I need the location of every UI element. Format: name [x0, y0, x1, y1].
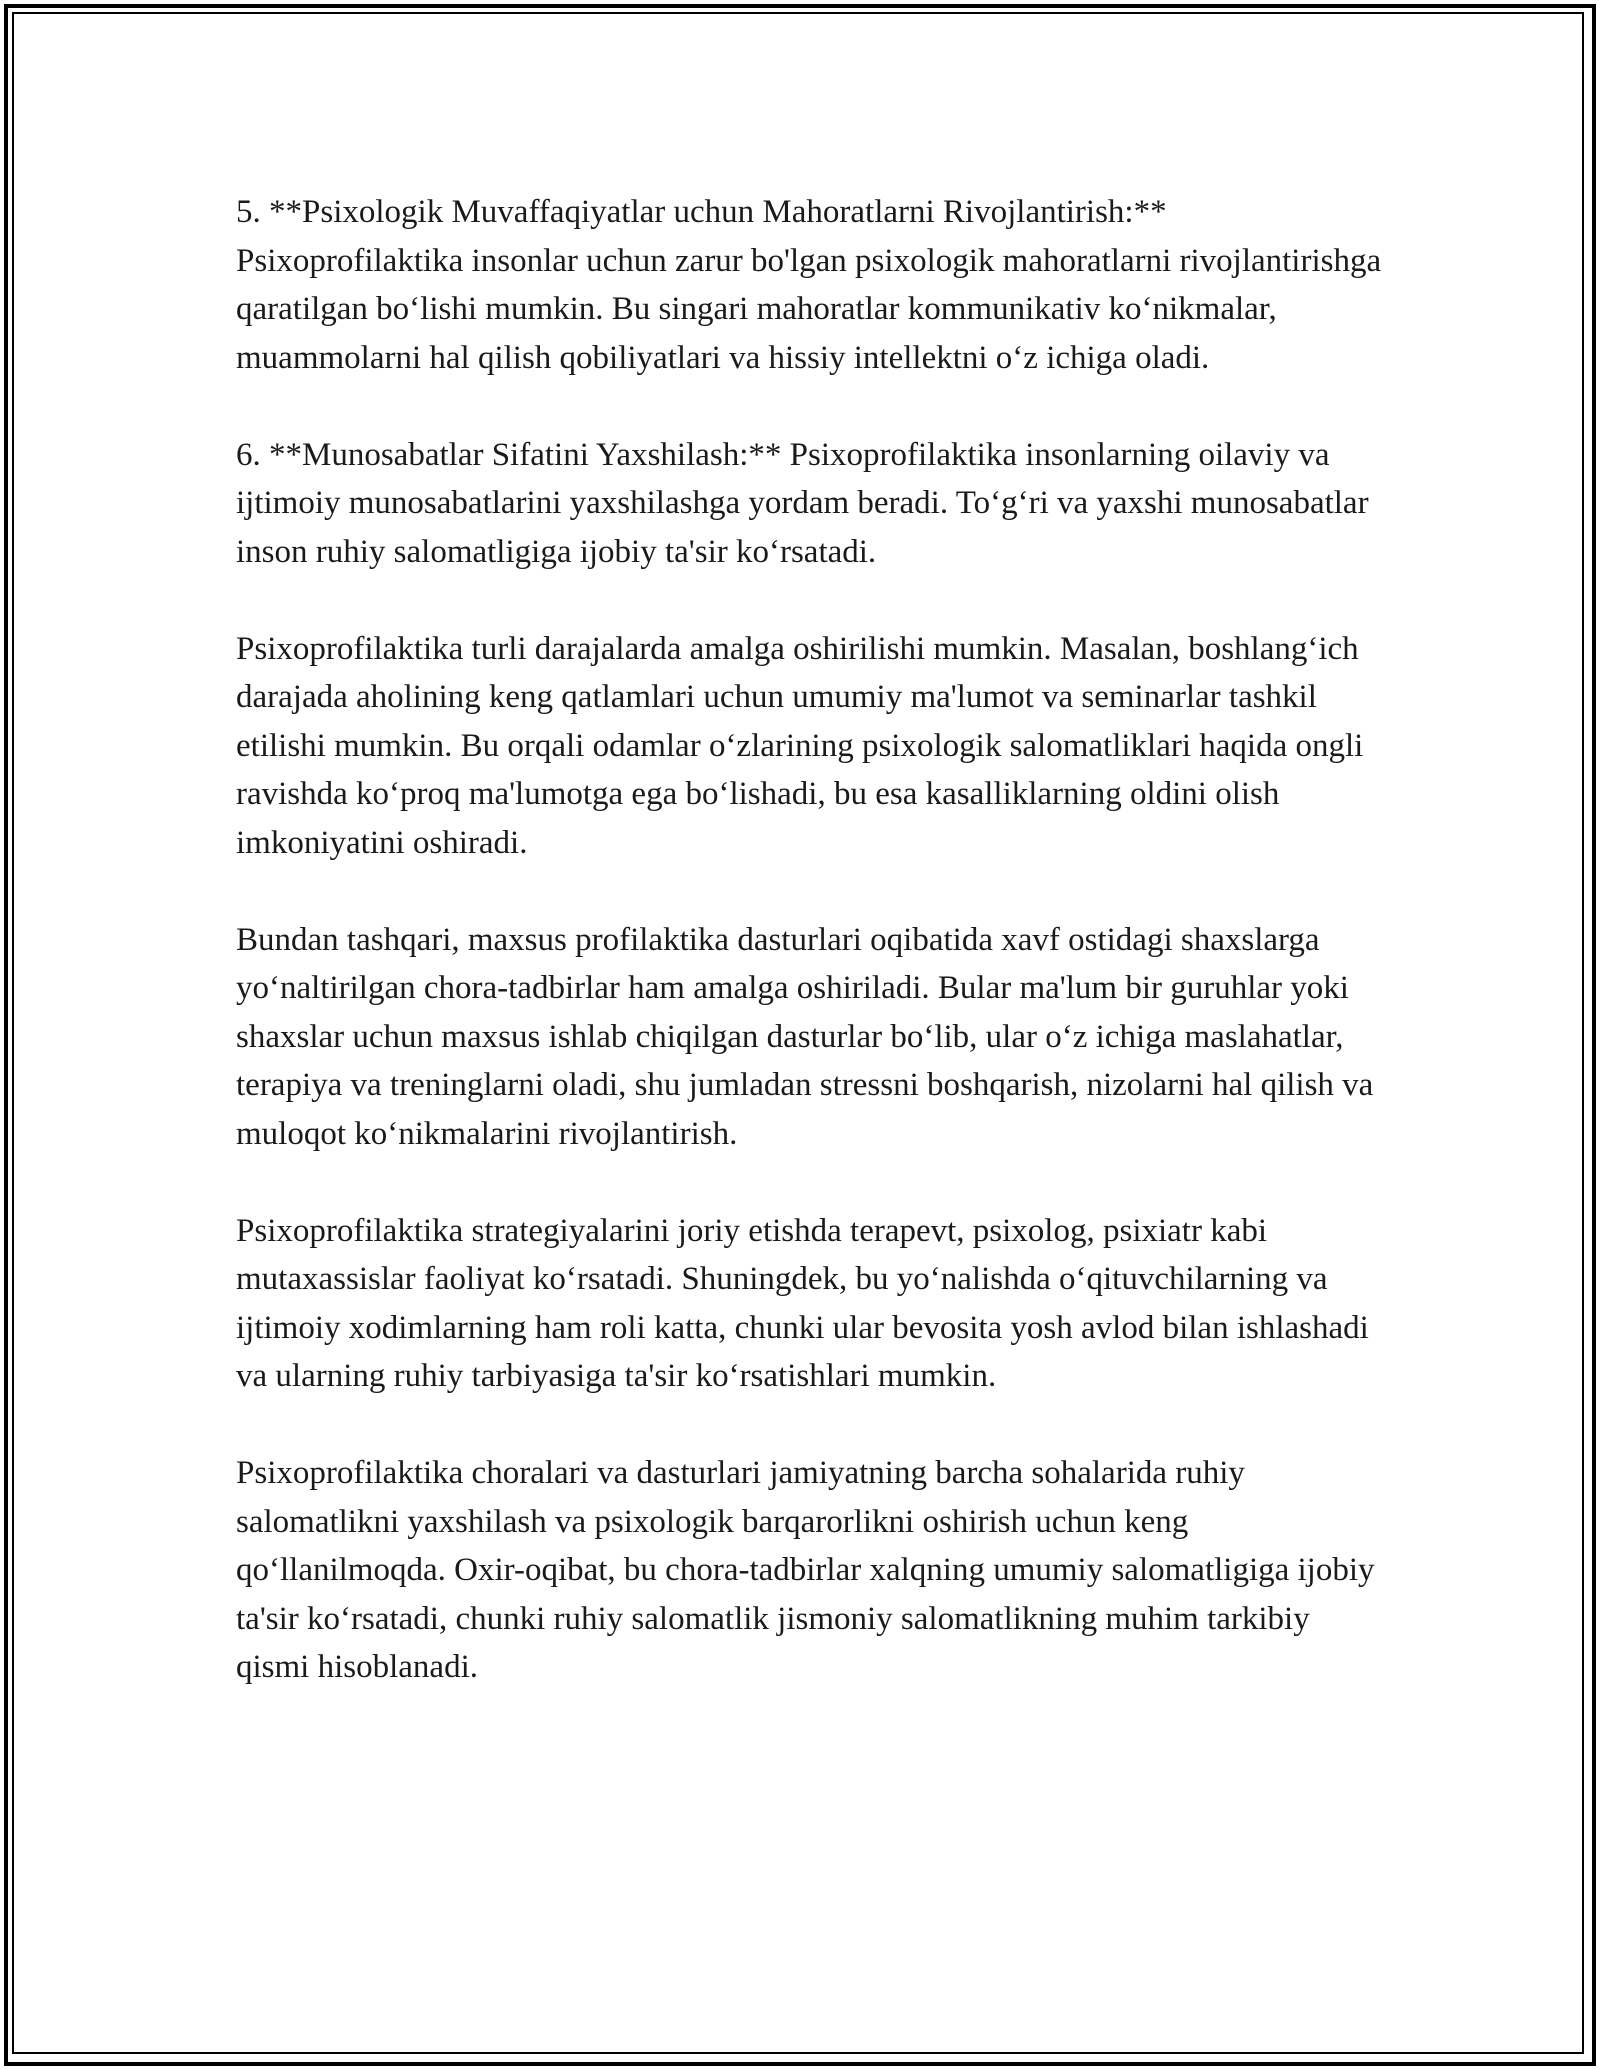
paragraph-specialists: Psixoprofilaktika strategiyalarini joriy etishda terapevt, psixolog, psixiatr kabi mutaxassislar faoliyat ko‘rsatadi. Shuningdek, bu yo‘nalishda o‘qituvchilarning va ijtimoiy xodimlarning ham roli katta, chunki ular bevosita yosh avlod bilan ishlashadi va ularning ruhiy tarbiyasiga ta'sir ko‘rsatishlari mumkin.	[236, 1212, 1369, 1394]
paragraph-relationships-quality: 6. **Munosabatlar Sifatini Yaxshilash:** Psixoprofilaktika insonlarning oilaviy va ijtimoiy munosabatlarini yaxshilashga yordam beradi. To‘g‘ri va yaxshi munosabatlar inson ruhiy salomatligiga ijobiy ta'sir ko‘rsatadi.	[236, 436, 1369, 570]
paragraph-conclusion: Psixoprofilaktika choralari va dasturlari jamiyatning barcha sohalarida ruhiy salomatlikni yaxshilash va psixologik barqarorlikni oshirish uchun keng qo‘llanilmoqda. Oxir-oqibat, bu chora-tadbirlar xalqning umumiy salomatligiga ijobiy ta'sir ko‘rsatadi, chunki ruhiy salomatlik jismoniy salomatlikning muhim tarkibiy qismi hisoblanadi.	[236, 1455, 1375, 1685]
paragraph-special-programs: Bundan tashqari, maxsus profilaktika dasturlari oqibatida xavf ostidagi shaxslarga yo‘naltirilgan chora-tadbirlar ham amalga oshiriladi. Bular ma'lum bir guruhlar yoki shaxslar uchun maxsus ishlab chiqilgan dasturlar bo‘lib, ular o‘z ichiga maslahatlar, terapiya va treninglarni oladi, shu jumladan stressni boshqarish, nizolarni hal qilish va muloqot ko‘nikmalarini rivojlantirish.	[236, 921, 1374, 1152]
paragraph-implementation-levels: Psixoprofilaktika turli darajalarda amalga oshirilishi mumkin. Masalan, boshlang‘ich darajada aholining keng qatlamlari uchun umumiy ma'lumot va seminarlar tashkil etilishi mumkin. Bu orqali odamlar o‘zlarining psixologik salomatliklari haqida ongli ravishda ko‘proq ma'lumotga ega bo‘lishadi, bu esa kasalliklarning oldini olish imkoniyatini oshiradi.	[236, 630, 1364, 861]
paragraph-skills-development: 5. **Psixologik Muvaffaqiyatlar uchun Mahoratlarni Rivojlantirish:** Psixoprofilaktika insonlar uchun zarur bo'lgan psixologik mahoratlarni rivojlantirishga qaratilgan bo‘lishi mumkin. Bu singari mahoratlar kommunikativ ko‘nikmalar, muammolarni hal qilish qobiliyatlari va hissiy intellektni o‘z ichiga oladi.	[236, 194, 1382, 376]
document-body	[236, 188, 1384, 1692]
